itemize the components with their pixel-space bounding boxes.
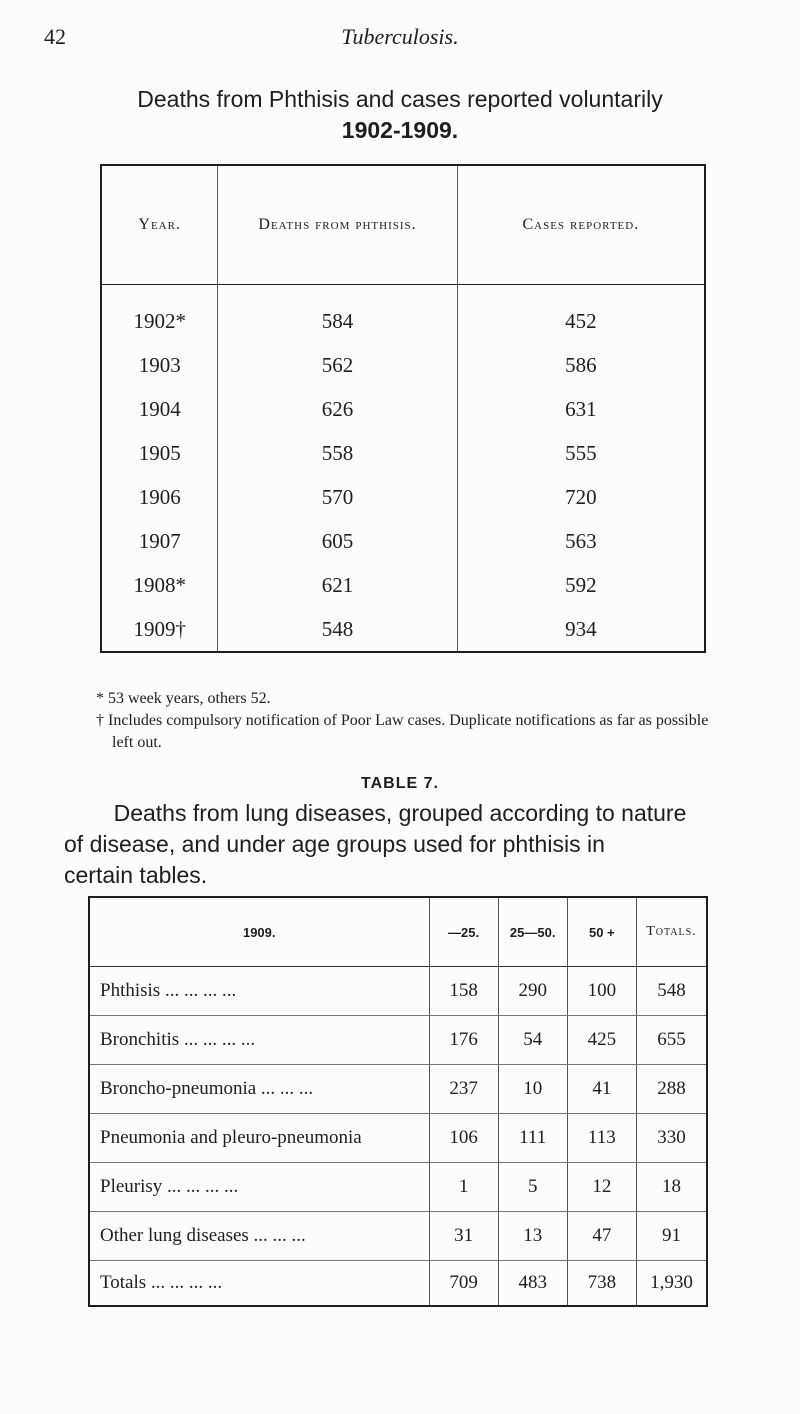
year-cell: 1907: [101, 519, 218, 563]
table-row: [101, 607, 705, 652]
year-cell: 1908*: [101, 563, 218, 607]
value-cell: 425: [567, 1016, 636, 1065]
table7-title-line1: Deaths from lung diseases, grouped according to nature: [113, 800, 687, 826]
table-row: [89, 1212, 707, 1261]
cases-cell: 555: [565, 440, 597, 465]
cases-cell: 452: [565, 308, 597, 333]
value-cell: 237: [429, 1065, 498, 1114]
deaths-cell: 570: [218, 475, 457, 519]
table-row: [89, 1065, 707, 1114]
cases-cell: 563: [565, 528, 597, 553]
phthisis-table: [100, 164, 706, 653]
table-row: [101, 563, 705, 607]
deaths-cell: 558: [218, 431, 457, 475]
value-cell: 47: [567, 1212, 636, 1261]
deaths-cell: 605: [218, 519, 457, 563]
total-cell: 330: [636, 1114, 707, 1163]
header-under-25: —25.: [429, 897, 498, 967]
table-row: [101, 475, 705, 519]
year-cell: 1902*: [101, 285, 218, 344]
table-row: [89, 1016, 707, 1065]
value-cell: 54: [498, 1016, 567, 1065]
table1-title-line1: Deaths from Phthisis and cases reported voluntarily: [137, 86, 663, 112]
table-row: [101, 285, 705, 344]
value-cell: 106: [429, 1114, 498, 1163]
table1-title: [0, 84, 800, 146]
total-cell: 1,930: [650, 1272, 693, 1293]
year-cell: 1905: [101, 431, 218, 475]
value-cell: 158: [429, 967, 498, 1016]
deaths-cell: 548: [218, 607, 457, 652]
lung-diseases-table: [88, 896, 708, 1307]
cases-cell: 720: [565, 484, 597, 509]
disease-cell: Other lung diseases ... ... ...: [89, 1212, 429, 1261]
table1-title-line2: 1902-1909.: [341, 117, 459, 143]
year-cell: 1906: [101, 475, 218, 519]
total-cell: 91: [636, 1212, 707, 1261]
table7-label: TABLE 7.: [361, 775, 439, 792]
cases-cell: 586: [565, 352, 597, 377]
year-cell: 1909†: [101, 607, 218, 652]
value-cell: 290: [498, 967, 567, 1016]
value-cell: 13: [498, 1212, 567, 1261]
disease-cell: Pneumonia and pleuro-pneumonia: [89, 1114, 429, 1163]
value-cell: 41: [567, 1065, 636, 1114]
deaths-cell: 621: [218, 563, 457, 607]
table-row: [101, 519, 705, 563]
disease-cell: Totals ... ... ... ...: [89, 1261, 429, 1307]
year-cell: 1903: [101, 343, 218, 387]
value-cell: 12: [567, 1163, 636, 1212]
value-cell: 176: [429, 1016, 498, 1065]
disease-cell: Phthisis ... ... ... ...: [89, 967, 429, 1016]
header-year: Year.: [101, 165, 218, 285]
table-row: [89, 1163, 707, 1212]
cases-cell: 592: [565, 572, 597, 597]
value-cell: 31: [429, 1212, 498, 1261]
disease-cell: Broncho-pneumonia ... ... ...: [89, 1065, 429, 1114]
total-cell: 548: [636, 967, 707, 1016]
running-head: Tuberculosis.: [341, 24, 459, 49]
total-cell: 288: [636, 1065, 707, 1114]
year-cell: 1904: [101, 387, 218, 431]
total-cell: 655: [636, 1016, 707, 1065]
header-totals: Totals.: [636, 897, 707, 967]
table7-title-line2: of disease, and under age groups used for phthisis in: [64, 831, 605, 857]
header-50-plus: 50 +: [567, 897, 636, 967]
footnote-poor-law: † Includes compulsory notification of Poor Law cases. Duplicate notifications as far as possible left out.: [96, 712, 709, 751]
deaths-cell: 584: [218, 285, 457, 344]
value-cell: 111: [498, 1114, 567, 1163]
table7-title-line3: certain tables.: [64, 862, 208, 888]
deaths-cell: 562: [218, 343, 457, 387]
total-cell: 18: [636, 1163, 707, 1212]
header-cases: Cases reported.: [457, 165, 705, 285]
disease-cell: Bronchitis ... ... ... ...: [89, 1016, 429, 1065]
deaths-cell: 626: [218, 387, 457, 431]
value-cell: 100: [567, 967, 636, 1016]
table-row: [101, 431, 705, 475]
table-row-totals: [89, 1261, 707, 1307]
page-number: 42: [44, 24, 66, 49]
table-row: [101, 343, 705, 387]
table-row: [101, 387, 705, 431]
header-25-50: 25—50.: [498, 897, 567, 967]
value-cell: 5: [498, 1163, 567, 1212]
header-deaths: Deaths from phthisis.: [218, 165, 457, 285]
value-cell: 483: [498, 1261, 567, 1307]
table7-title-block: [36, 798, 764, 891]
value-cell: 1: [429, 1163, 498, 1212]
value-cell: 738: [567, 1261, 636, 1307]
footnote-week-years: * 53 week years, others 52.: [96, 690, 271, 707]
header-1909: 1909.: [89, 897, 429, 967]
table-row: [89, 1114, 707, 1163]
cases-cell: 631: [565, 396, 597, 421]
value-cell: 709: [429, 1261, 498, 1307]
table-row: [89, 967, 707, 1016]
cases-cell: 934: [565, 616, 597, 641]
value-cell: 10: [498, 1065, 567, 1114]
disease-cell: Pleurisy ... ... ... ...: [89, 1163, 429, 1212]
value-cell: 113: [567, 1114, 636, 1163]
